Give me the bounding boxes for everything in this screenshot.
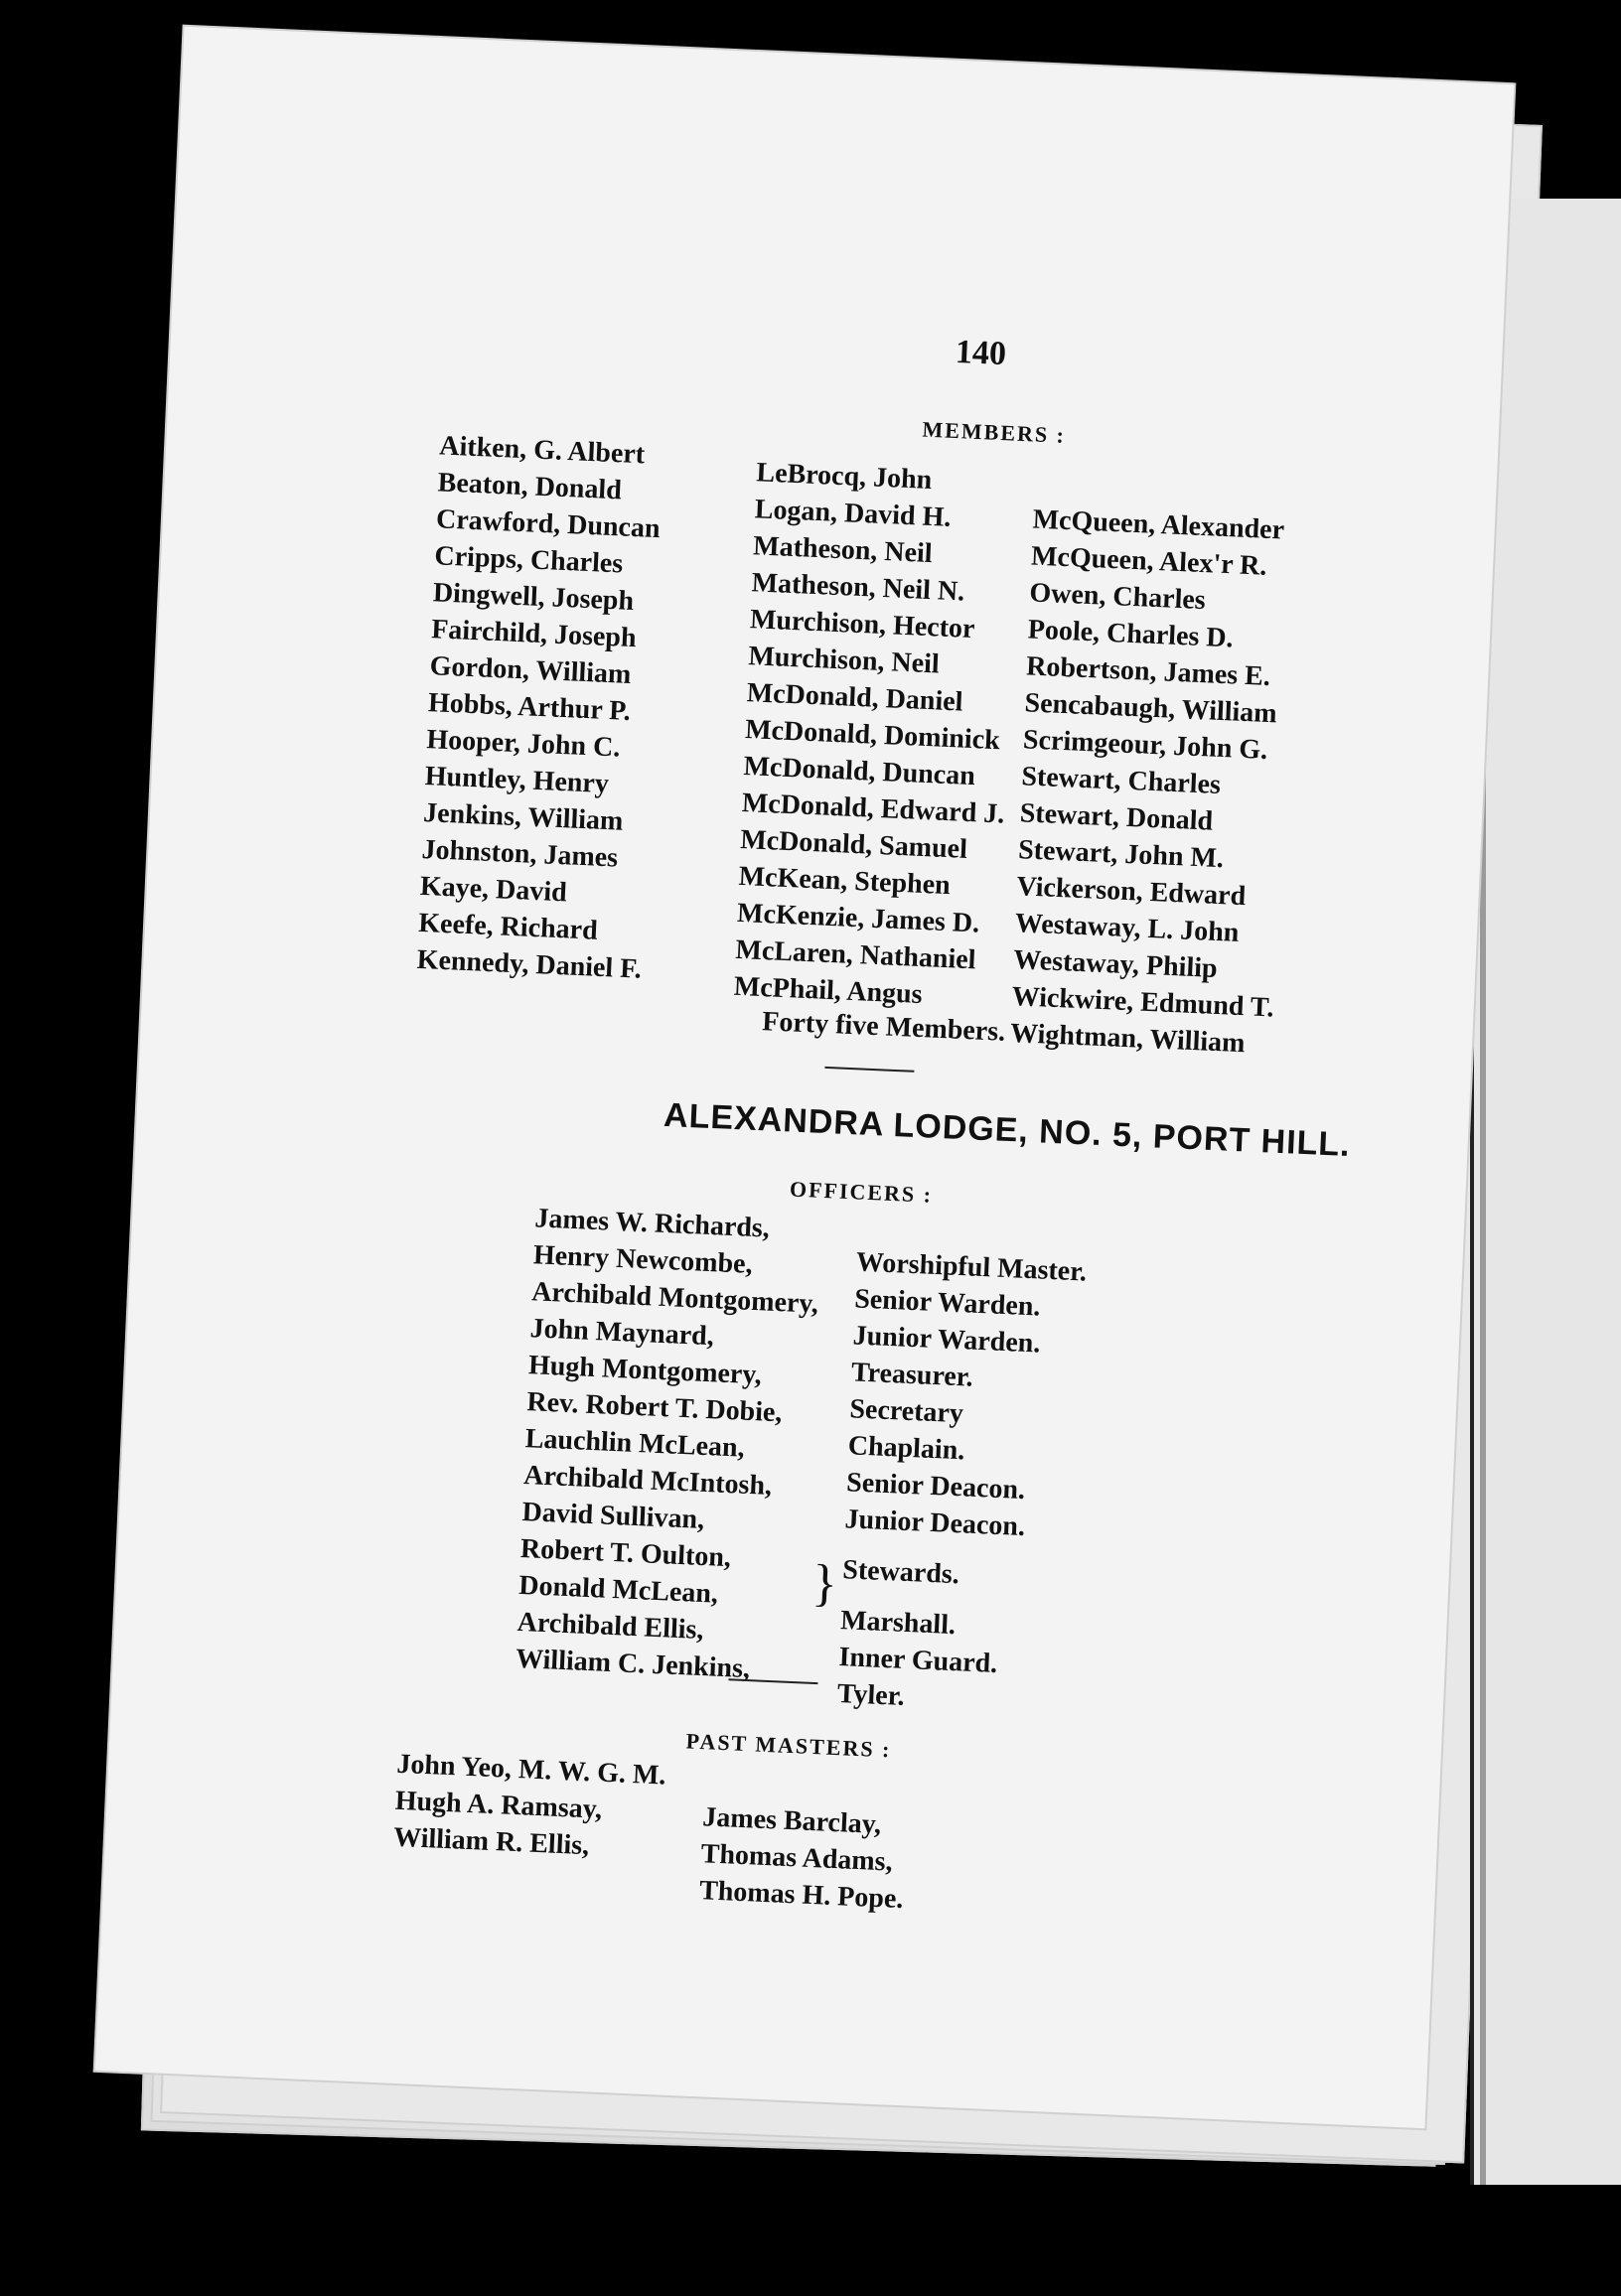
member-name: Stewart, John M.: [1017, 834, 1225, 875]
officer-title: Inner Guard.: [837, 1642, 998, 1680]
member-name: Beaton, Donald: [437, 467, 623, 506]
officer-name: Henry Newcombe,: [532, 1239, 754, 1280]
member-name: Keefe, Richard: [417, 907, 599, 946]
officer-name: Archibald McIntosh,: [522, 1460, 773, 1502]
page-number: 140: [955, 333, 1007, 373]
officer-title: Senior Deacon.: [845, 1467, 1026, 1507]
officer-name: Archibald Ellis,: [516, 1606, 705, 1647]
officer-title: Worshipful Master.: [855, 1246, 1088, 1288]
member-name: McDonald, Dominick: [744, 714, 1001, 757]
member-name: LeBrocq, John: [755, 457, 933, 497]
member-name: Hobbs, Arthur P.: [427, 687, 632, 727]
officer-title: Junior Warden.: [852, 1320, 1042, 1360]
officer-title: Marshall.: [839, 1605, 957, 1642]
officer-name: John Maynard,: [529, 1313, 715, 1353]
member-name: Stewart, Donald: [1019, 797, 1214, 837]
officer-name: Archibald Montgomery,: [530, 1276, 819, 1320]
lodge-title: ALEXANDRA LODGE, NO. 5, PORT HILL.: [663, 1095, 1352, 1165]
past-masters-column-1: [392, 1746, 666, 1868]
officer-name: Hugh Montgomery,: [527, 1350, 763, 1391]
officers-heading: OFFICERS :: [789, 1176, 934, 1208]
member-name: Logan, David H.: [754, 494, 953, 533]
member-name: Huntley, Henry: [424, 761, 610, 800]
officer-title: Junior Deacon.: [843, 1504, 1026, 1543]
member-name: Matheson, Neil: [752, 530, 934, 570]
past-master-name: William R. Ellis,: [392, 1821, 590, 1862]
member-name: Kennedy, Daniel F.: [416, 943, 643, 985]
officer-name: William C. Jenkins,: [515, 1643, 751, 1685]
officers-titles-column: [836, 1243, 1088, 1722]
member-name: Murchison, Neil: [747, 641, 941, 680]
officer-name: James W. Richards,: [533, 1203, 771, 1244]
member-name: Westaway, L. John: [1014, 908, 1241, 948]
officer-title: Stewards.: [841, 1554, 960, 1591]
member-name: Stewart, Charles: [1020, 761, 1222, 800]
member-name: Robertson, James E.: [1025, 650, 1271, 693]
member-name: Johnston, James: [420, 833, 619, 874]
member-name: Poole, Charles D.: [1027, 614, 1235, 654]
member-name: McDonald, Edward J.: [741, 788, 1005, 830]
officer-name: David Sullivan,: [520, 1497, 705, 1536]
past-master-name: John Yeo, M. W. G. M.: [395, 1748, 667, 1792]
past-master-name: James Barclay,: [701, 1801, 882, 1841]
member-name: Matheson, Neil N.: [751, 567, 965, 608]
member-name: Dingwell, Joseph: [432, 577, 635, 618]
member-name: McDonald, Samuel: [739, 823, 968, 865]
member-name: Wickwire, Edmund T.: [1011, 981, 1275, 1024]
member-name: Aitken, G. Albert: [438, 430, 646, 471]
member-name: Kaye, David: [419, 870, 568, 909]
member-name: McQueen, Alex'r R.: [1030, 540, 1268, 582]
past-master-name: Thomas Adams,: [700, 1838, 894, 1878]
members-total: Forty five Members.: [761, 1006, 1006, 1048]
section-divider: [824, 1067, 914, 1073]
member-name: McKenzie, James D.: [736, 897, 980, 939]
member-name: Wightman, William: [1009, 1018, 1247, 1060]
member-name: Cripps, Charles: [433, 540, 624, 580]
officers-names-column: [515, 1200, 822, 1689]
member-name: Gordon, William: [429, 650, 632, 690]
past-master-name: Hugh A. Ramsay,: [394, 1785, 603, 1825]
member-name: Owen, Charles: [1028, 577, 1207, 617]
officer-title: Senior Warden.: [853, 1283, 1042, 1323]
member-name: McKean, Stephen: [738, 860, 952, 902]
officer-title: Secretary: [848, 1393, 964, 1430]
stewards-brace: }: [810, 1554, 838, 1613]
officer-name: Donald McLean,: [517, 1569, 719, 1610]
member-name: Murchison, Hector: [749, 604, 976, 646]
member-name: Hooper, John C.: [425, 724, 621, 764]
member-name: McPhail, Angus: [733, 970, 924, 1011]
member-name: McDonald, Daniel: [746, 677, 964, 718]
members-column-2: [733, 454, 1019, 1016]
officer-title: Tyler.: [836, 1678, 906, 1712]
officer-title: Chaplain.: [847, 1430, 965, 1467]
member-name: Sencabaugh, William: [1023, 687, 1278, 730]
members-heading: MEMBERS :: [922, 416, 1067, 448]
officer-name: Lauchlin McLean,: [524, 1423, 746, 1464]
members-column-3: [1009, 502, 1295, 1064]
book-page: [95, 27, 1515, 2128]
officer-title: Treasurer.: [850, 1357, 974, 1393]
member-name: Scrimgeour, John G.: [1022, 724, 1268, 767]
member-name: Vickerson, Edward: [1015, 871, 1247, 913]
member-name: McDonald, Duncan: [742, 751, 976, 792]
members-column-1: [416, 427, 664, 987]
officer-name: Robert T. Oulton,: [519, 1532, 732, 1574]
member-name: Westaway, Philip: [1012, 944, 1219, 985]
officer-name: Rev. Robert T. Dobie,: [525, 1386, 784, 1429]
past-masters-heading: PAST MASTERS :: [685, 1728, 892, 1763]
member-name: Jenkins, William: [422, 797, 624, 837]
past-master-name: Thomas H. Pope.: [698, 1875, 905, 1916]
member-name: McLaren, Nathaniel: [734, 933, 977, 976]
member-name: Fairchild, Joseph: [430, 614, 638, 654]
past-masters-column-2: [698, 1798, 907, 1918]
member-name: Crawford, Duncan: [435, 503, 662, 545]
member-name: McQueen, Alexander: [1032, 503, 1285, 546]
